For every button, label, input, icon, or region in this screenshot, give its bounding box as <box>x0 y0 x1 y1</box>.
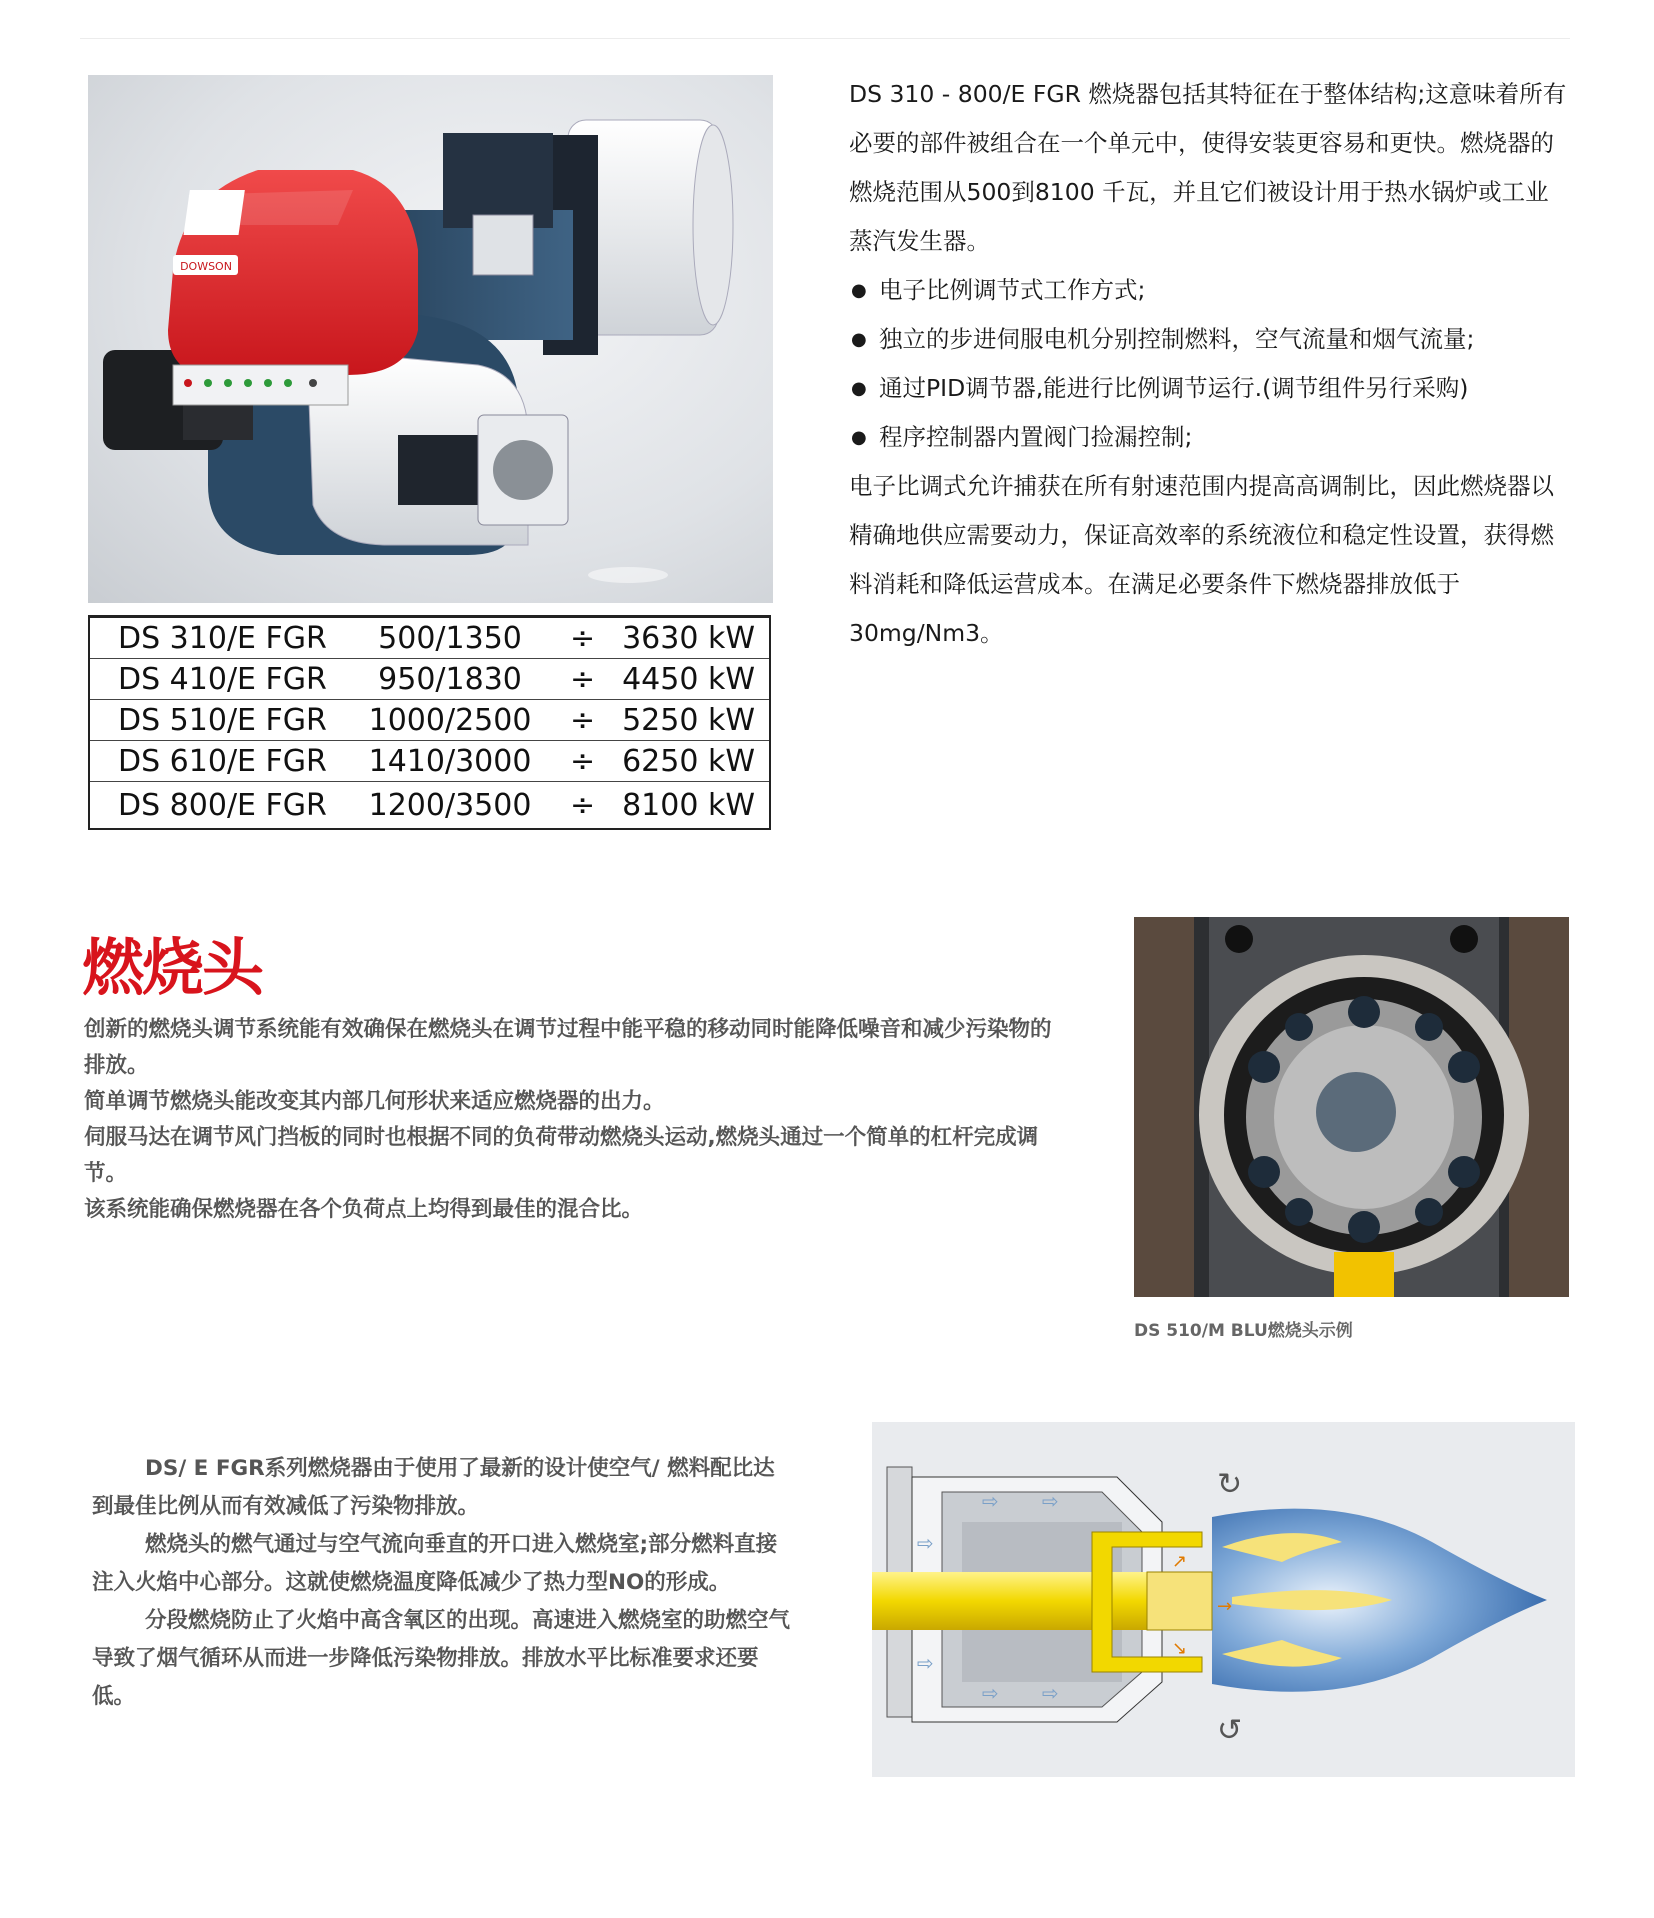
max-output-cell: 5250 kW <box>616 700 770 741</box>
combustion-flow-diagram <box>872 1422 1575 1777</box>
model-cell: DS 800/E FGR <box>118 787 327 823</box>
divider-cell: ÷ <box>570 787 596 823</box>
feature-item: ● 独立的步进伺服电机分别控制燃料，空气流量和烟气流量; <box>849 315 1569 364</box>
table-row <box>89 700 770 741</box>
intro-paragraph-2: 电子比调式允许捕获在所有射速范围内提高高调制比，因此燃烧器以精确地供应需要动力，保证高效率的系统液位和稳定性设置，获得燃料消耗和降低运营成本。在满足必要条件下燃烧器排放低于30mg/Nm3。 <box>849 472 1554 647</box>
burner-head-photo <box>1134 917 1569 1297</box>
spec-table <box>88 615 771 830</box>
section-title-burner-head: 燃烧头 <box>82 931 263 1004</box>
svg-text:→: → <box>1217 1596 1233 1617</box>
intro-text <box>849 70 1569 658</box>
combustion-paragraph: 分段燃烧防止了火焰中高含氧区的出现。高速进入燃烧室的助燃空气导致了烟气循环从而进一步降低污染物排放。排放水平比标准要求还要低。 <box>92 1608 791 1709</box>
table-row <box>89 741 770 782</box>
combustion-text <box>92 1450 792 1716</box>
burner-head-line: 创新的燃烧头调节系统能有效确保在燃烧头在调节过程中能平稳的移动同时能降低噪音和减少污染物的排放。 <box>84 1017 1052 1078</box>
svg-text:↗: ↗ <box>1172 1551 1188 1572</box>
range-cell: 500/1350 <box>351 617 549 659</box>
feature-item: ● 电子比例调节式工作方式; <box>849 266 1569 315</box>
range-cell: 1410/3000 <box>351 741 549 782</box>
max-output-cell: 3630 kW <box>616 617 770 659</box>
max-output-cell: 6250 kW <box>616 741 770 782</box>
burner-head-text <box>84 1012 1054 1228</box>
combustion-paragraph: 燃烧头的燃气通过与空气流向垂直的开口进入燃烧室;部分燃料直接注入火焰中心部分。这就使燃烧温度降低减少了热力型NO的形成。 <box>92 1532 778 1595</box>
model-cell: DS 310/E FGR <box>89 617 351 659</box>
range-cell: 1200/3500 <box>368 787 532 823</box>
brand-label: DOWSON <box>180 260 232 273</box>
divider-cell: ÷ <box>549 741 616 782</box>
svg-text:⇨: ⇨ <box>917 1651 934 1675</box>
intro-paragraph-1: DS 310 - 800/E FGR 燃烧器包括其特征在于整体结构;这意味着所有必要的部件被组合在一个单元中，使得安装更容易和更快。燃烧器的燃烧范围从500到8100 千瓦，并且它们被设计用于热水锅炉或工业蒸汽发生器。 <box>849 80 1567 255</box>
svg-text:⇨: ⇨ <box>1042 1681 1059 1705</box>
divider-cell: ÷ <box>549 659 616 700</box>
feature-list <box>849 266 1569 462</box>
model-cell: DS 610/E FGR <box>89 741 351 782</box>
svg-text:⇨: ⇨ <box>917 1531 934 1555</box>
svg-text:↘: ↘ <box>1172 1638 1188 1659</box>
model-cell: DS 410/E FGR <box>89 659 351 700</box>
burner-head-line: 伺服马达在调节风门挡板的同时也根据不同的负荷带动燃烧头运动,燃烧头通过一个简单的杠杆完成调节。 <box>84 1125 1039 1186</box>
max-output-cell: 8100 kW <box>622 787 755 823</box>
svg-text:↺: ↺ <box>1217 1713 1243 1748</box>
svg-text:⇨: ⇨ <box>1042 1489 1059 1513</box>
divider-cell: ÷ <box>549 617 616 659</box>
svg-text:⇨: ⇨ <box>982 1489 999 1513</box>
feature-item: ● 通过PID调节器,能进行比例调节运行.(调节组件另行采购) <box>849 364 1569 413</box>
feature-item: ● 程序控制器内置阀门捡漏控制; <box>849 413 1569 462</box>
svg-text:⇨: ⇨ <box>982 1681 999 1705</box>
table-row <box>89 617 770 659</box>
combustion-paragraph: DS/ E FGR系列燃烧器由于使用了最新的设计使空气/ 燃料配比达到最佳比例从而有效减低了污染物排放。 <box>92 1456 775 1519</box>
svg-text:↻: ↻ <box>1217 1467 1243 1502</box>
max-output-cell: 4450 kW <box>616 659 770 700</box>
table-row <box>89 659 770 700</box>
burner-head-line: 该系统能确保燃烧器在各个负荷点上均得到最佳的混合比。 <box>84 1197 644 1222</box>
burner-head-photo-caption: DS 510/M BLU燃烧头示例 <box>1134 1321 1353 1341</box>
range-cell: 950/1830 <box>351 659 549 700</box>
range-cell: 1000/2500 <box>351 700 549 741</box>
burner-head-line: 简单调节燃烧头能改变其内部几何形状来适应燃烧器的出力。 <box>84 1089 665 1114</box>
table-row <box>89 782 770 830</box>
model-cell: DS 510/E FGR <box>89 700 351 741</box>
divider-cell: ÷ <box>549 700 616 741</box>
burner-product-image <box>88 75 773 603</box>
top-rule <box>80 38 1570 39</box>
